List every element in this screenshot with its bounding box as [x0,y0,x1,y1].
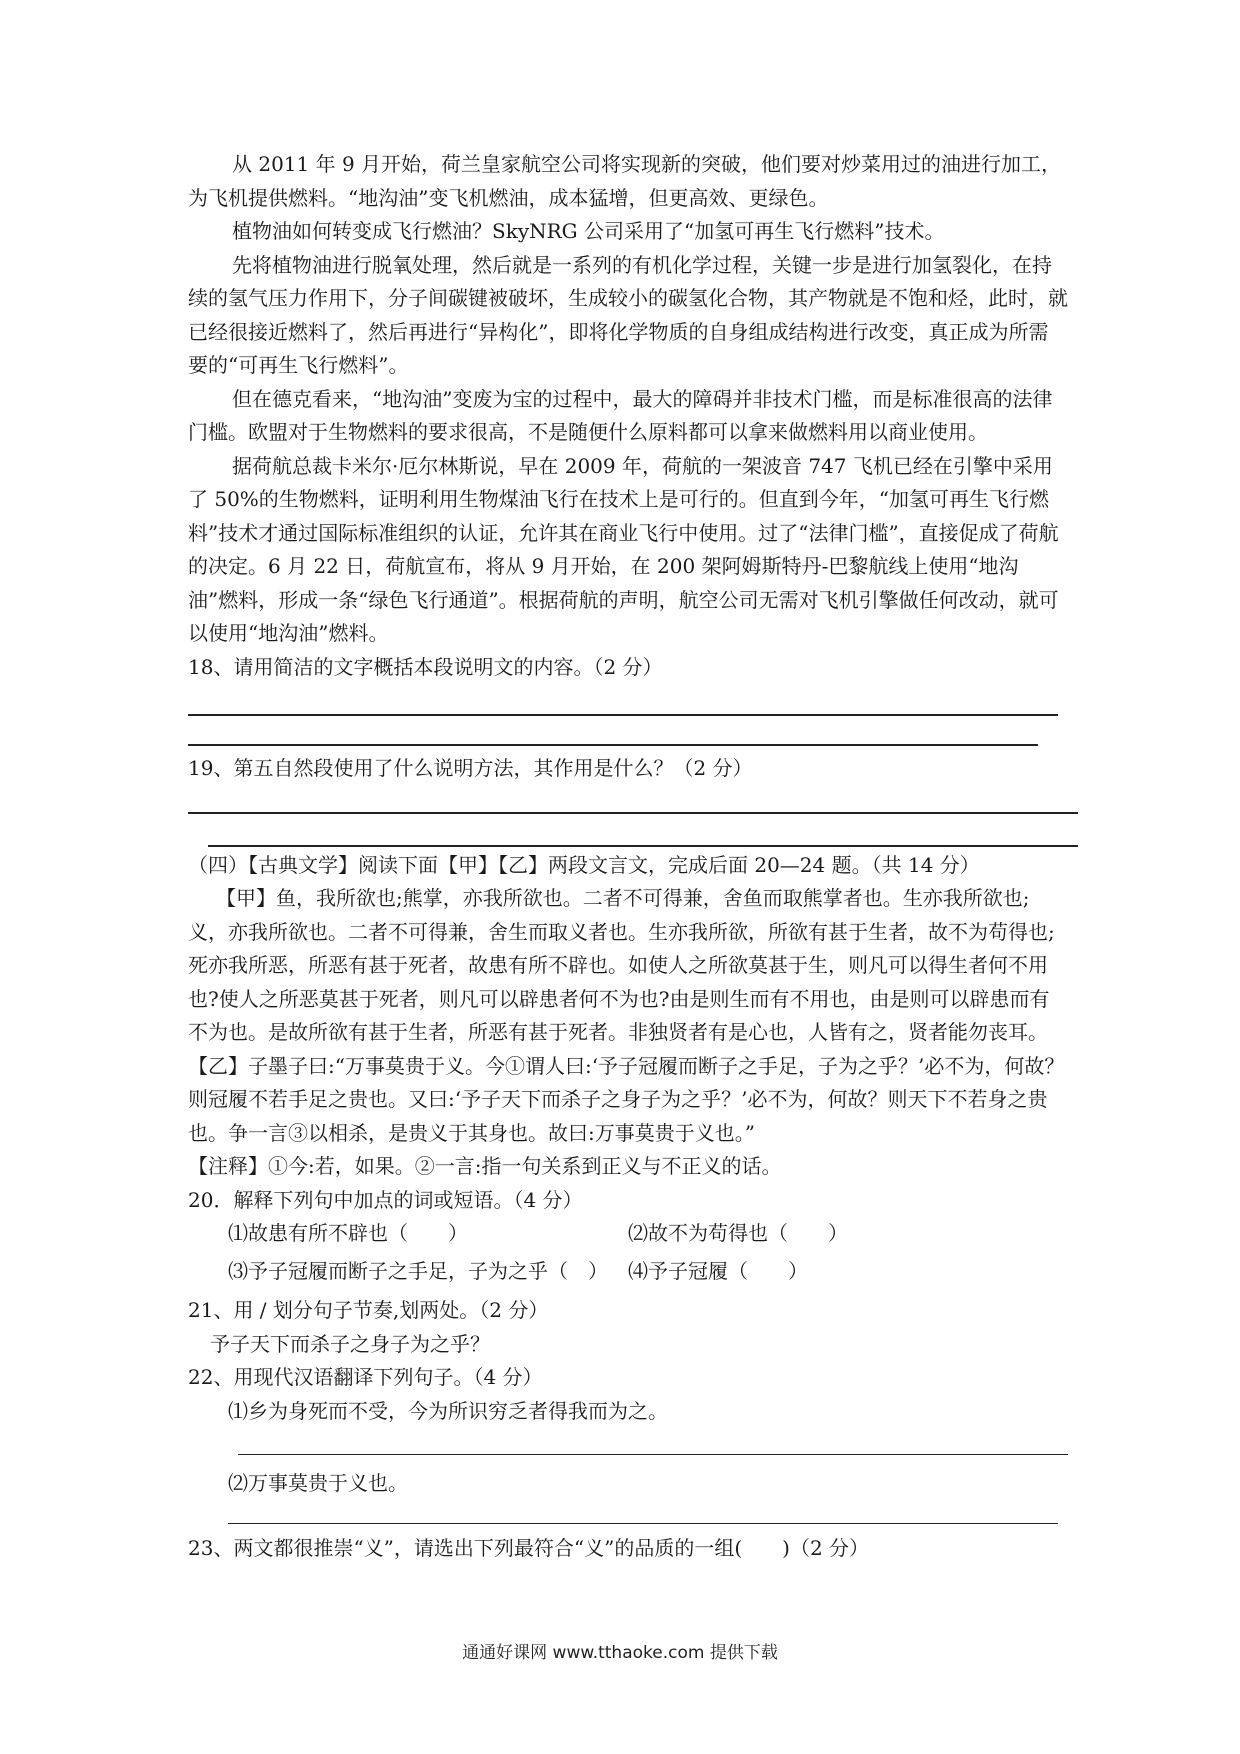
exam-page [188,148,1068,1565]
question-22-item-2: ⑵万事莫贵于义也。 [228,1471,408,1495]
question-20-item-4: ⑷予子冠履（ ） [628,1258,808,1283]
passage-paragraph-1: 从 2011 年 9 月开始，荷兰皇家航空公司将实现新的突破，他们要对炒菜用过的油进行加工，为飞机提供燃料。“地沟油”变飞机燃油，成本猛增，但更高效、更绿色。 [188,152,1062,210]
question-22: 22、用现代汉语翻译下列句子。（4 分） [188,1365,543,1389]
question-19: 19、第五自然段使用了什么说明方法，其作用是什么？（2 分） [188,756,753,780]
classical-text-jia: 【甲】鱼，我所欲也;熊掌，亦我所欲也。二者不可得兼，舍鱼而取熊掌者也。生亦我所欲也;义，亦我所欲也。二者不可得兼，舍生而取义者也。生亦我所欲，所欲有甚于生者，故不为苟得也;死亦我所恶，所恶有甚于死者，故患有所不辟也。如使人之所欲莫甚于生，则凡可以得生者何不用也?使人之所恶莫甚于死者，则凡可以辟患者何不为也?由是则生而有不用也，由是则可以辟患而有不为也。是故所欲有甚于生者，所恶有甚于死者。非独贤者有是心也，人皆有之，贤者能勿丧耳。 [188,886,1055,1044]
question-20-item-1: ⑴故患有所不辟也（ ） [228,1221,468,1245]
section-4-heading: （四）【古典文学】阅读下面【甲】【乙】两段文言文，完成后面 20—24 题。（共 14 分） [188,852,980,877]
question-18: 18、请用简洁的文字概括本段说明文的内容。（2 分） [188,654,663,679]
question-20-item-3: ⑶予子冠履而断子之手足，子为之乎（ ） [228,1258,608,1283]
question-23: 23、两文都很推崇“义”，请选出下列最符合“义”的品质的一组( )（2 分） [188,1535,870,1560]
passage-paragraph-2: 植物油如何转变成飞行燃油？SkyNRG 公司采用了“加氢可再生飞行燃料”技术。 [232,219,945,243]
question-21-sentence: 予子天下而杀子之身子为之乎？ [210,1331,490,1356]
question-20: 20．解释下列句中加点的词或短语。（4 分） [188,1187,583,1212]
passage-paragraph-4: 但在德克看来，“地沟油”变废为宝的过程中，最大的障碍并非技术门槛，而是标准很高的法律门槛。欧盟对于生物燃料的要求很高，不是随便什么原料都可以拿来做燃料用以商业使用。 [188,386,1053,444]
classical-text-yi: 【乙】子墨子曰:“万事莫贵于义。今①谓人曰:‘予子冠履而断子之手足，子为之乎？’必不为，何故？则冠履不若手足之贵也。又曰:‘予子天下而杀子之身子为之乎？’必不为，何故？则天下不若身之贵也。争一言③以相杀，是贵义于其身也。故曰:万事莫贵于义也。” [188,1053,1065,1145]
annotation-note: 【注释】①今:若，如果。②一言:指一句关系到正义与不正义的话。 [188,1154,782,1178]
question-20-row-1 [188,1217,1068,1251]
passage-paragraph-3: 先将植物油进行脱氧处理，然后就是一系列的有机化学过程，关键一步是进行加氢裂化，在持续的氢气压力作用下，分子间碳键被破坏，生成较小的碳氢化合物，其产物就是不饱和烃，此时，就已经很接近燃料了，然后再进行“异构化”，即将化学物质的自身组成结构进行改变，真正成为所需要的“可再生飞行燃料”。 [188,252,1068,377]
question-20-item-2: ⑵故不为苟得也（ ） [628,1221,848,1245]
question-20-row-2 [188,1255,1068,1289]
passage-paragraph-5: 据荷航总裁卡米尔·厄尔林斯说，早在 2009 年，荷航的一架波音 747 飞机已经在引擎中采用了 50%的生物燃料，证明利用生物煤油飞行在技术上是可行的。但直到今年，“加氢可再生飞行燃料”技术才通过国际标准组织的认证，允许其在商业飞行中使用。过了“法律门槛”，直接促成了荷航的决定。6 月 22 日，荷航宣布，将从 9 月开始，在 200 架阿姆斯特丹-巴黎航线上使用“地沟油”燃料，形成一条“绿色飞行通道”。根据荷航的声明，航空公司无需对飞机引擎做任何改动，就可以使用“地沟油”燃料。 [188,453,1059,645]
question-21: 21、用 / 划分句子节奏,划两处。（2 分） [188,1298,549,1322]
question-22-item-1: ⑴乡为身死而不受，今为所识穷乏者得我而为之。 [228,1398,668,1423]
page-footer: 通通好课网 www.tthaoke.com 提供下载 [462,1643,778,1663]
